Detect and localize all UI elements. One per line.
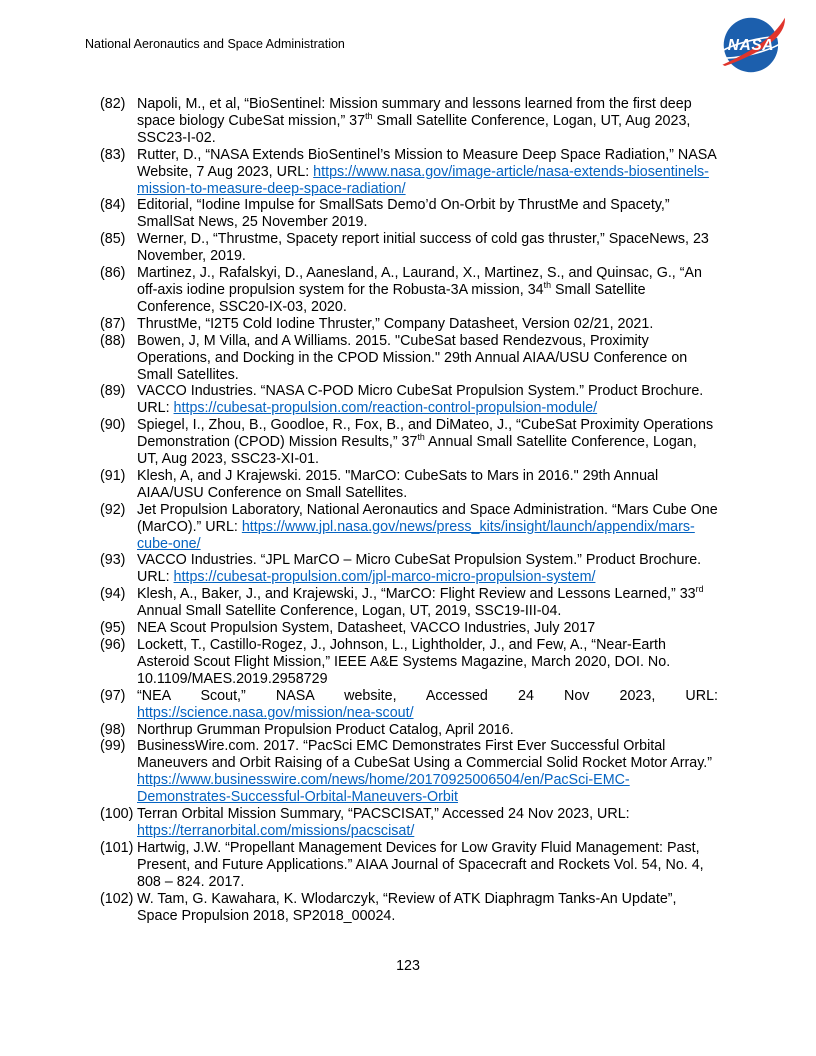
reference-text-segment: Spiegel, I., Zhou, B., Goodloe, R., Fox, B., and DiMateo, J., “CubeSat Proximity Operations Demonstration (CPOD) Mission Results,” 37 xyxy=(137,417,714,451)
reference-item xyxy=(100,265,718,316)
reference-link[interactable]: https://www.businesswire.com/news/home/20170925006504/en/PacSci-EMC-Demonstrates-Successful-Orbital-Maneuvers-Orbit xyxy=(137,772,630,806)
reference-item xyxy=(100,197,718,231)
reference-text xyxy=(137,806,630,839)
reference-item xyxy=(100,316,718,333)
svg-text:NASA: NASA xyxy=(727,36,775,54)
reference-number: (91) xyxy=(100,467,126,484)
reference-text xyxy=(137,417,713,467)
reference-item xyxy=(100,468,718,502)
reference-number: (92) xyxy=(100,501,126,518)
reference-text-segment: Jet Propulsion Laboratory, National Aeronautics and Space Administration. “Mars Cube One (MarCO).” URL: xyxy=(137,501,718,535)
reference-number: (94) xyxy=(100,586,126,603)
reference-number: (84) xyxy=(100,197,126,214)
reference-text-segment: W. Tam, G. Kawahara, K. Wlodarczyk, “Review of ATK Diaphragm Tanks-An Update”, Space Propulsion 2018, SP2018_00024. xyxy=(137,890,677,924)
ordinal-superscript: rd xyxy=(695,584,704,595)
reference-text-segment: Small Satellite Conference, Logan, UT, Aug 2023, SSC23-I-02. xyxy=(137,112,691,146)
reference-text-segment: Lockett, T., Castillo-Rogez, J., Johnson, L., Lightholder, J., and Few, A., “Near-Earth Asteroid Scout Flight Mission,” IEEE A&E Systems Magazine, March 2020, DOI. No. 10.1109/MAES.2019.2958729 xyxy=(137,637,671,687)
reference-text xyxy=(137,891,677,924)
reference-item xyxy=(100,738,718,806)
reference-item xyxy=(100,722,718,739)
reference-item xyxy=(100,840,718,891)
reference-text xyxy=(137,502,718,552)
reference-text-segment: ThrustMe, “I2T5 Cold Iodine Thruster,” Company Datasheet, Version 02/21, 2021. xyxy=(137,315,654,332)
reference-number: (89) xyxy=(100,383,126,400)
reference-link[interactable]: https://www.nasa.gov/image-article/nasa-extends-biosentinels-mission-to-measure-deep-space-radiation/ xyxy=(137,163,709,197)
reference-text xyxy=(137,333,687,383)
reference-text xyxy=(137,722,514,738)
reference-number: (93) xyxy=(100,552,126,569)
ordinal-superscript: th xyxy=(543,280,552,291)
reference-item xyxy=(100,96,718,147)
reference-number: (101) xyxy=(100,839,134,856)
reference-list xyxy=(100,96,718,924)
reference-item xyxy=(100,147,718,198)
reference-text-segment: Klesh, A, and J Krajewski. 2015. "MarCO: CubeSats to Mars in 2016." 29th Annual AIAA/USU Conference on Small Satellites. xyxy=(137,467,659,501)
reference-number: (86) xyxy=(100,265,126,282)
reference-number: (100) xyxy=(100,806,134,823)
reference-text-segment: Terran Orbital Mission Summary, “PACSCISAT,” Accessed 24 Nov 2023, URL: xyxy=(137,806,630,823)
reference-link[interactable]: https://cubesat-propulsion.com/reaction-control-propulsion-module/ xyxy=(173,400,598,417)
reference-text-segment: Small Satellite Conference, SSC20-IX-03, 2020. xyxy=(137,281,646,315)
header-agency-name: National Aeronautics and Space Administration xyxy=(85,37,345,51)
reference-text xyxy=(137,147,716,197)
reference-text xyxy=(137,637,670,687)
reference-text xyxy=(137,738,712,805)
reference-text-segment: Klesh, A., Baker, J., and Krajewski, J., “MarCO: Flight Review and Lessons Learned,” 33 xyxy=(137,586,696,603)
reference-item xyxy=(100,333,718,384)
reference-number: (99) xyxy=(100,738,126,755)
reference-link[interactable]: https://cubesat-propulsion.com/jpl-marco-micro-propulsion-system/ xyxy=(173,569,596,586)
reference-text xyxy=(137,265,702,315)
reference-number: (82) xyxy=(100,96,126,112)
reference-text xyxy=(137,688,718,721)
reference-number: (96) xyxy=(100,637,126,653)
reference-number: (85) xyxy=(100,231,126,248)
reference-text xyxy=(137,586,704,619)
page-number: 123 xyxy=(396,958,420,974)
reference-text-segment: VACCO Industries. “NASA C-POD Micro CubeSat Propulsion System.” Product Brochure. URL: xyxy=(137,383,704,417)
reference-text-segment: Bowen, J, M Villa, and A Williams. 2015. "CubeSat based Rendezvous, Proximity Operations, and Docking in the CPOD Mission." 29th Annual AIAA/USU Conference on Small Satellites. xyxy=(137,332,688,383)
reference-text xyxy=(137,468,658,501)
reference-text xyxy=(137,383,703,416)
reference-text-segment: Rutter, D., “NASA Extends BioSentinel’s Mission to Measure Deep Space Radiation,” NASA Website, 7 Aug 2023, URL: xyxy=(137,146,717,180)
reference-text xyxy=(137,840,704,890)
reference-text-segment: “NEA Scout,” NASA website, Accessed 24 Nov 2023, URL: xyxy=(137,687,718,704)
reference-item xyxy=(100,383,718,417)
reference-text xyxy=(137,552,701,585)
reference-number: (98) xyxy=(100,721,126,738)
reference-text-segment: Napoli, M., et al, “BioSentinel: Mission summary and lessons learned from the first deep space biology CubeSat mission,” 37 xyxy=(137,96,692,129)
reference-text-segment: Annual Small Satellite Conference, Logan, UT, 2019, SSC19-III-04. xyxy=(137,603,562,620)
reference-text-segment: NEA Scout Propulsion System, Datasheet, VACCO Industries, July 2017 xyxy=(137,620,596,637)
reference-text-segment: Hartwig, J.W. “Propellant Management Devices for Low Gravity Fluid Management: Past, Present, and Future Applications.” AIAA Journal of Spacecraft and Rockets Vol. 54, No. 4, 808 – 824. 2017. xyxy=(137,839,704,890)
reference-text xyxy=(137,620,595,636)
reference-text-segment: Martinez, J., Rafalskyi, D., Aanesland, A., Laurand, X., Martinez, S., and Quinsac, G., “An off-axis iodine propulsion system for the Robusta-3A mission, 34 xyxy=(137,265,702,298)
reference-number: (95) xyxy=(100,620,126,637)
reference-text-segment: Editorial, “Iodine Impulse for SmallSats Demo’d On-Orbit by ThrustMe and Spacety,” SmallSat News, 25 November 2019. xyxy=(137,197,670,231)
reference-text xyxy=(137,231,709,264)
reference-text-segment: VACCO Industries. “JPL MarCO – Micro CubeSat Propulsion System.” Product Brochure. URL: xyxy=(137,552,702,586)
reference-item xyxy=(100,806,718,840)
reference-item xyxy=(100,891,718,925)
reference-text xyxy=(137,96,692,146)
reference-item xyxy=(100,502,718,553)
reference-number: (97) xyxy=(100,687,126,704)
reference-item xyxy=(100,417,718,468)
reference-number: (83) xyxy=(100,146,126,163)
reference-item xyxy=(100,637,718,688)
reference-number: (88) xyxy=(100,332,126,349)
reference-number: (102) xyxy=(100,890,134,907)
reference-number: (87) xyxy=(100,315,126,332)
reference-number: (90) xyxy=(100,417,126,434)
reference-text-segment: Northrup Grumman Propulsion Product Catalog, April 2016. xyxy=(137,721,514,738)
reference-item xyxy=(100,586,718,620)
reference-text-segment: Annual Small Satellite Conference, Logan, UT, Aug 2023, SSC23-XI-01. xyxy=(137,434,697,468)
reference-link[interactable]: https://science.nasa.gov/mission/nea-scout/ xyxy=(137,704,414,721)
ordinal-superscript: th xyxy=(365,111,373,122)
reference-item xyxy=(100,552,718,586)
reference-text-segment: Werner, D., “Thrustme, Spacety report initial success of cold gas thruster,” SpaceNews, 23 November, 2019. xyxy=(137,231,709,265)
nasa-logo-icon xyxy=(720,13,788,77)
reference-item xyxy=(100,620,718,637)
reference-item xyxy=(100,688,718,722)
ordinal-superscript: th xyxy=(417,432,425,443)
reference-link[interactable]: https://www.jpl.nasa.gov/news/press_kits/insight/launch/appendix/mars-cube-one/ xyxy=(137,518,695,552)
reference-text xyxy=(137,316,653,332)
reference-text-segment: BusinessWire.com. 2017. “PacSci EMC Demonstrates First Ever Successful Orbital Maneuvers and Orbit Raising of a CubeSat Using a Commercial Solid Rocket Motor Array.” xyxy=(137,738,713,772)
reference-text xyxy=(137,197,670,230)
reference-link[interactable]: https://terranorbital.com/missions/pacscisat/ xyxy=(137,822,415,839)
reference-item xyxy=(100,231,718,265)
